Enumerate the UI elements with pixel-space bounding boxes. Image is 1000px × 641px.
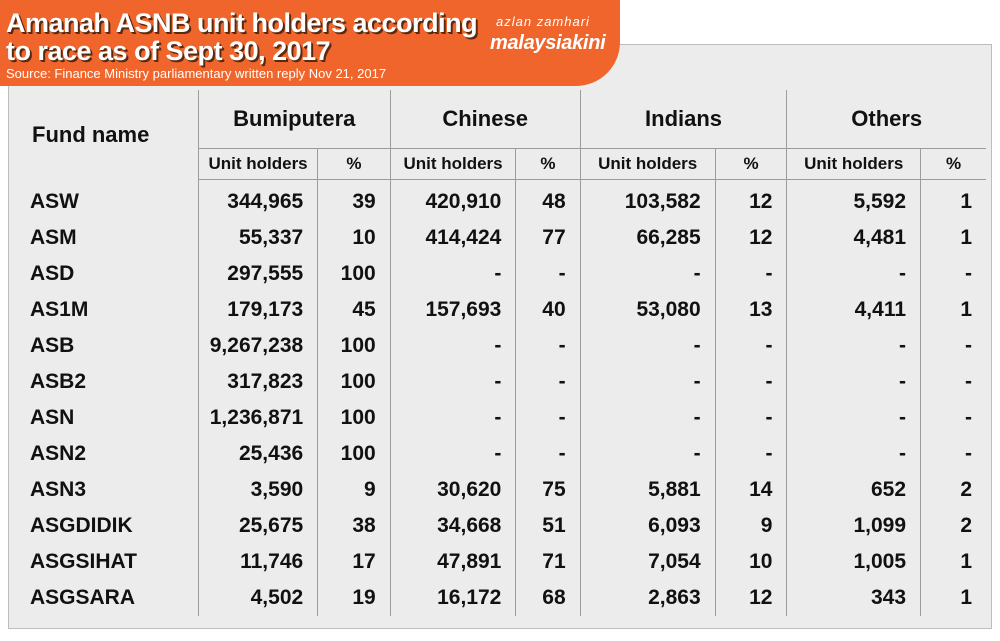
cell-others-unit-holders: - — [787, 328, 921, 364]
cell-bumiputera-percent: 100 — [318, 328, 391, 364]
cell-indians-percent: 10 — [715, 544, 787, 580]
cell-bumiputera-percent: 19 — [318, 580, 391, 616]
cell-indians-percent: - — [715, 400, 787, 436]
cell-chinese-percent: 40 — [516, 292, 580, 328]
cell-others-percent: - — [921, 328, 986, 364]
cell-chinese-percent: 68 — [516, 580, 580, 616]
table-row — [10, 180, 986, 221]
cell-bumiputera-percent: 38 — [318, 508, 391, 544]
cell-bumiputera-percent: 100 — [318, 364, 391, 400]
data-table — [10, 90, 986, 616]
cell-others-unit-holders: - — [787, 256, 921, 292]
cell-others-percent: 1 — [921, 544, 986, 580]
cell-others-unit-holders: 343 — [787, 580, 921, 616]
cell-chinese-unit-holders: 420,910 — [390, 180, 516, 221]
subheader-unit-holders: Unit holders — [787, 149, 921, 180]
table-row — [10, 472, 986, 508]
subheader-percent: % — [715, 149, 787, 180]
cell-indians-unit-holders: - — [580, 328, 715, 364]
table-row — [10, 544, 986, 580]
cell-others-unit-holders: 1,099 — [787, 508, 921, 544]
group-header-chinese: Chinese — [390, 90, 580, 149]
cell-chinese-unit-holders: - — [390, 436, 516, 472]
cell-bumiputera-percent: 100 — [318, 400, 391, 436]
subheader-unit-holders: Unit holders — [580, 149, 715, 180]
cell-chinese-unit-holders: - — [390, 364, 516, 400]
table-row — [10, 292, 986, 328]
fund-name-header: Fund name — [32, 121, 150, 147]
cell-bumiputera-unit-holders: 25,675 — [198, 508, 317, 544]
cell-indians-unit-holders: 103,582 — [580, 180, 715, 221]
cell-indians-percent: - — [715, 256, 787, 292]
cell-others-percent: 2 — [921, 472, 986, 508]
cell-bumiputera-unit-holders: 9,267,238 — [198, 328, 317, 364]
cell-bumiputera-unit-holders: 55,337 — [198, 220, 317, 256]
cell-others-percent: - — [921, 400, 986, 436]
table-row — [10, 400, 986, 436]
cell-indians-percent: - — [715, 436, 787, 472]
cell-bumiputera-unit-holders: 25,436 — [198, 436, 317, 472]
cell-others-percent: 1 — [921, 292, 986, 328]
cell-chinese-unit-holders: 414,424 — [390, 220, 516, 256]
cell-fund-name: ASGSARA — [30, 586, 136, 609]
cell-others-unit-holders: 5,592 — [787, 180, 921, 221]
cell-chinese-unit-holders: 34,668 — [390, 508, 516, 544]
cell-indians-percent: 12 — [715, 180, 787, 221]
cell-fund-name: ASN3 — [30, 478, 87, 501]
cell-chinese-percent: - — [516, 328, 580, 364]
cell-others-unit-holders: - — [787, 400, 921, 436]
cell-indians-percent: - — [715, 364, 787, 400]
cell-fund-name: AS1M — [30, 298, 89, 321]
cell-others-percent: 2 — [921, 508, 986, 544]
cell-chinese-percent: - — [516, 436, 580, 472]
brand-logo: malaysiakini — [490, 32, 606, 54]
cell-others-percent: 1 — [921, 180, 986, 221]
cell-others-percent: - — [921, 436, 986, 472]
subheader-percent: % — [921, 149, 986, 180]
cell-chinese-unit-holders: - — [390, 328, 516, 364]
cell-chinese-unit-holders: 16,172 — [390, 580, 516, 616]
cell-bumiputera-percent: 45 — [318, 292, 391, 328]
cell-bumiputera-unit-holders: 1,236,871 — [198, 400, 317, 436]
cell-chinese-unit-holders: 47,891 — [390, 544, 516, 580]
subheader-unit-holders: Unit holders — [198, 149, 317, 180]
cell-indians-unit-holders: 2,863 — [580, 580, 715, 616]
cell-bumiputera-unit-holders: 344,965 — [198, 180, 317, 221]
cell-others-unit-holders: 4,411 — [787, 292, 921, 328]
cell-indians-percent: 13 — [715, 292, 787, 328]
cell-bumiputera-unit-holders: 297,555 — [198, 256, 317, 292]
cell-others-percent: - — [921, 256, 986, 292]
subheader-percent: % — [318, 149, 391, 180]
cell-fund-name: ASGDIDIK — [30, 514, 133, 537]
page-title — [6, 9, 486, 65]
cell-indians-percent: 14 — [715, 472, 787, 508]
cell-others-unit-holders: 4,481 — [787, 220, 921, 256]
cell-chinese-percent: 71 — [516, 544, 580, 580]
group-header-others: Others — [787, 90, 986, 149]
cell-indians-percent: 9 — [715, 508, 787, 544]
cell-chinese-percent: 51 — [516, 508, 580, 544]
table-row — [10, 580, 986, 616]
cell-indians-unit-holders: - — [580, 436, 715, 472]
title-line-2: to race as of Sept 30, 2017 — [6, 36, 331, 66]
cell-fund-name: ASW — [30, 189, 79, 213]
cell-indians-unit-holders: - — [580, 364, 715, 400]
cell-bumiputera-unit-holders: 179,173 — [198, 292, 317, 328]
cell-bumiputera-unit-holders: 11,746 — [198, 544, 317, 580]
cell-indians-unit-holders: 66,285 — [580, 220, 715, 256]
title-line-1: Amanah ASNB unit holders according — [6, 8, 478, 38]
cell-indians-percent: 12 — [715, 580, 787, 616]
cell-chinese-unit-holders: 157,693 — [390, 292, 516, 328]
subheader-percent: % — [516, 149, 580, 180]
cell-others-unit-holders: 1,005 — [787, 544, 921, 580]
cell-chinese-percent: 48 — [516, 180, 580, 221]
cell-fund-name: ASM — [30, 226, 77, 249]
cell-fund-name: ASGSIHAT — [30, 550, 137, 573]
cell-bumiputera-unit-holders: 3,590 — [198, 472, 317, 508]
cell-fund-name: ASN2 — [30, 442, 87, 465]
subheader-unit-holders: Unit holders — [390, 149, 516, 180]
table-row — [10, 436, 986, 472]
cell-others-unit-holders: - — [787, 364, 921, 400]
cell-fund-name: ASB — [30, 334, 75, 357]
cell-bumiputera-percent: 9 — [318, 472, 391, 508]
title-banner — [0, 0, 620, 86]
cell-indians-percent: 12 — [715, 220, 787, 256]
table-row — [10, 328, 986, 364]
cell-chinese-percent: - — [516, 400, 580, 436]
table-body — [10, 180, 986, 617]
cell-others-unit-holders: 652 — [787, 472, 921, 508]
cell-chinese-unit-holders: - — [390, 400, 516, 436]
cell-others-percent: 1 — [921, 580, 986, 616]
cell-bumiputera-unit-holders: 4,502 — [198, 580, 317, 616]
cell-bumiputera-percent: 100 — [318, 256, 391, 292]
cell-indians-unit-holders: - — [580, 256, 715, 292]
cell-others-unit-holders: - — [787, 436, 921, 472]
cell-bumiputera-percent: 39 — [318, 180, 391, 221]
cell-bumiputera-percent: 100 — [318, 436, 391, 472]
cell-fund-name: ASN — [30, 406, 75, 429]
table-row — [10, 220, 986, 256]
cell-fund-name: ASD — [30, 262, 75, 285]
cell-chinese-percent: - — [516, 256, 580, 292]
group-header-indians: Indians — [580, 90, 787, 149]
cell-chinese-percent: 75 — [516, 472, 580, 508]
cell-indians-unit-holders: 5,881 — [580, 472, 715, 508]
credit-name: azlan zamhari — [496, 14, 590, 29]
cell-indians-unit-holders: - — [580, 400, 715, 436]
cell-indians-unit-holders: 6,093 — [580, 508, 715, 544]
table-row — [10, 256, 986, 292]
cell-bumiputera-percent: 17 — [318, 544, 391, 580]
cell-chinese-percent: 77 — [516, 220, 580, 256]
table-row — [10, 364, 986, 400]
table-row — [10, 508, 986, 544]
cell-chinese-unit-holders: - — [390, 256, 516, 292]
cell-others-percent: - — [921, 364, 986, 400]
cell-indians-percent: - — [715, 328, 787, 364]
group-header-bumiputera: Bumiputera — [198, 90, 390, 149]
cell-chinese-percent: - — [516, 364, 580, 400]
cell-indians-unit-holders: 7,054 — [580, 544, 715, 580]
cell-indians-unit-holders: 53,080 — [580, 292, 715, 328]
cell-others-percent: 1 — [921, 220, 986, 256]
cell-bumiputera-unit-holders: 317,823 — [198, 364, 317, 400]
source-note: Source: Finance Ministry parliamentary written reply Nov 21, 2017 — [6, 66, 387, 81]
cell-chinese-unit-holders: 30,620 — [390, 472, 516, 508]
cell-bumiputera-percent: 10 — [318, 220, 391, 256]
cell-fund-name: ASB2 — [30, 370, 87, 393]
